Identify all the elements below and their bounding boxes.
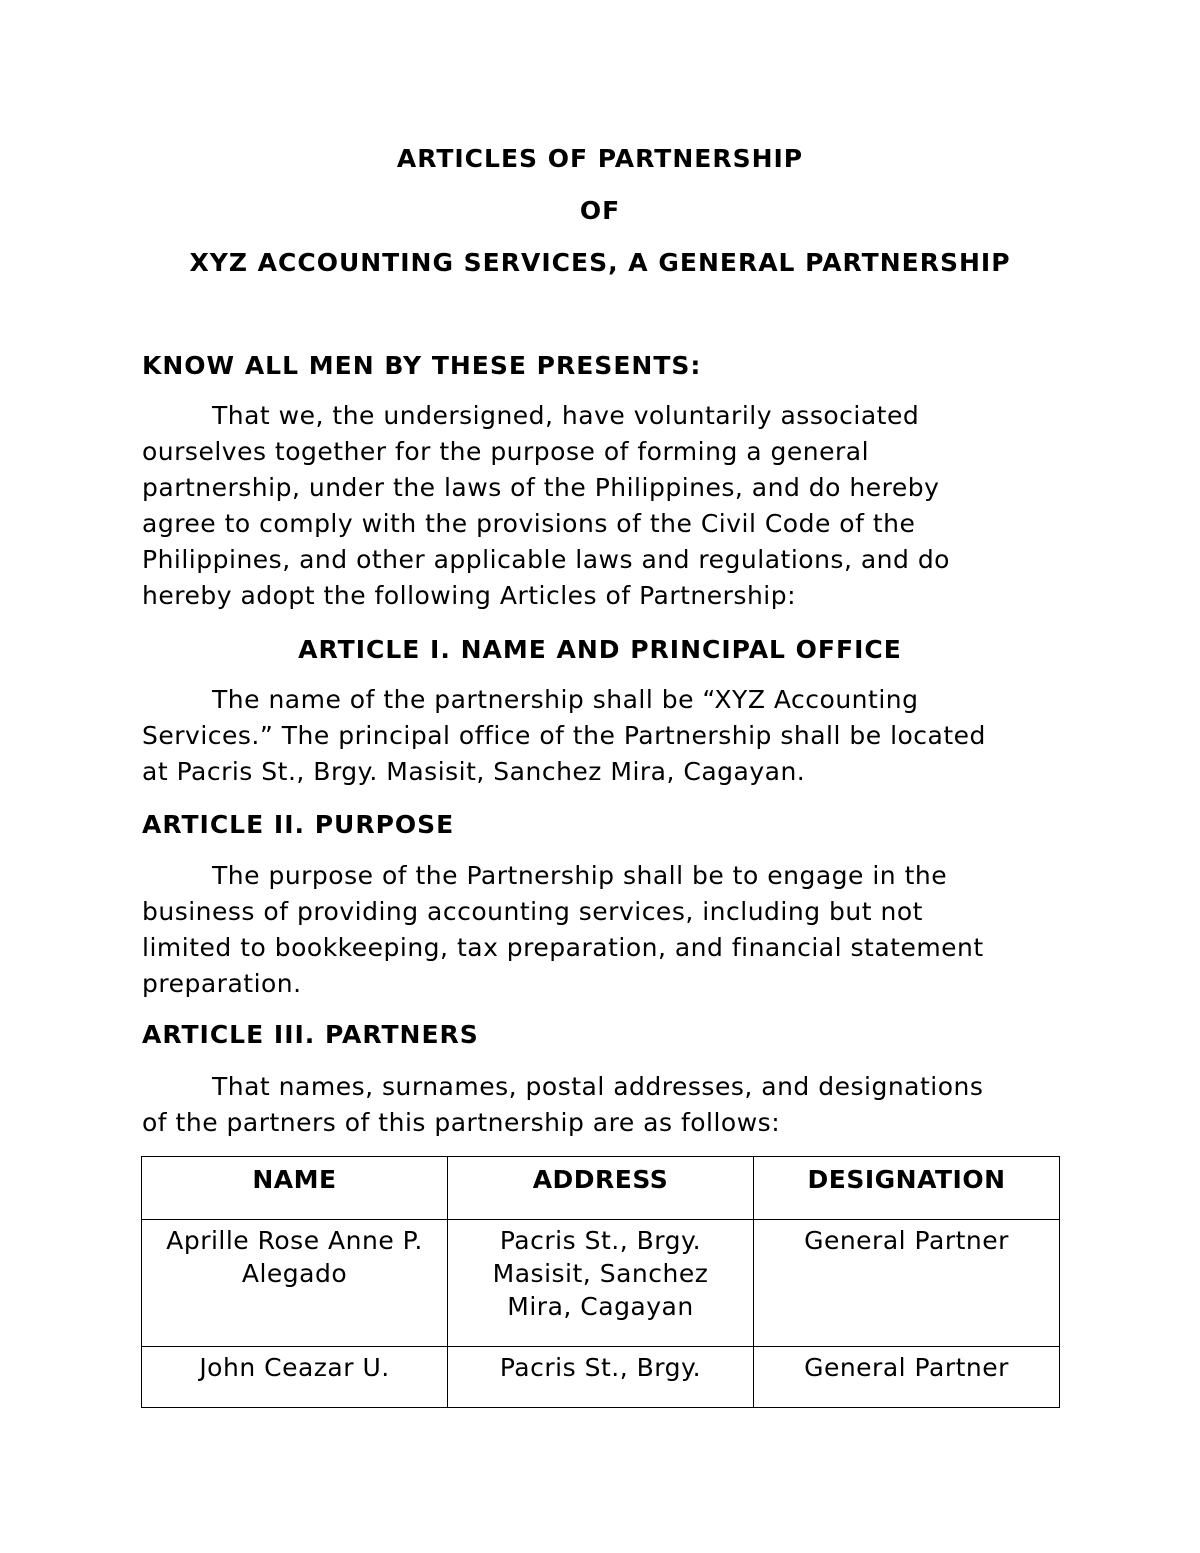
- article2-paragraph: [142, 858, 984, 1002]
- partner-designation: General Partner: [804, 1353, 1009, 1382]
- table-row: [142, 1220, 1060, 1347]
- partner-address-line: Pacris St., Brgy.: [499, 1353, 702, 1382]
- article3-heading: ARTICLE III. PARTNERS: [142, 1020, 479, 1049]
- partner-name-line: John Ceazar U.: [199, 1353, 390, 1382]
- paragraph-line: hereby adopt the following Articles of Partnership:: [142, 581, 797, 610]
- article2-heading: ARTICLE II. PURPOSE: [142, 810, 455, 839]
- partner-designation-cell: [754, 1220, 1060, 1347]
- table-row: [142, 1347, 1060, 1408]
- partner-name-line: Aprille Rose Anne P.: [166, 1226, 423, 1255]
- partner-name-cell: [142, 1220, 448, 1347]
- document-subtitle: XYZ ACCOUNTING SERVICES, A GENERAL PARTNERSHIP: [189, 248, 1011, 277]
- column-header-designation: DESIGNATION: [754, 1157, 1060, 1220]
- paragraph-line: limited to bookkeeping, tax preparation, and financial statement: [142, 933, 984, 962]
- document-title: ARTICLES OF PARTNERSHIP: [396, 144, 804, 173]
- paragraph-line: Services.” The principal office of the Partnership shall be located: [142, 721, 986, 750]
- paragraph-line: The name of the partnership shall be “XYZ Accounting: [212, 685, 919, 714]
- column-header-address: ADDRESS: [448, 1157, 754, 1220]
- article1-heading: ARTICLE I. NAME AND PRINCIPAL OFFICE: [298, 635, 902, 664]
- preamble-paragraph: [142, 398, 950, 614]
- paragraph-line: agree to comply with the provisions of the Civil Code of the: [142, 509, 916, 538]
- partner-designation-cell: [754, 1347, 1060, 1408]
- paragraph-line: preparation.: [142, 969, 302, 998]
- partner-address-line: Masisit, Sanchez: [492, 1259, 709, 1288]
- partner-name-line: Alegado: [241, 1259, 348, 1288]
- paragraph-line: business of providing accounting services, including but not: [142, 897, 923, 926]
- document-title-of: OF: [579, 196, 621, 225]
- partner-address-cell: [448, 1347, 754, 1408]
- paragraph-line: of the partners of this partnership are as follows:: [142, 1108, 781, 1137]
- partners-table: [141, 1156, 1060, 1408]
- partner-designation: General Partner: [804, 1226, 1009, 1255]
- paragraph-line: ourselves together for the purpose of forming a general: [142, 437, 870, 466]
- paragraph-line: partnership, under the laws of the Philippines, and do hereby: [142, 473, 940, 502]
- preamble-heading: KNOW ALL MEN BY THESE PRESENTS:: [142, 351, 702, 380]
- partner-name-cell: [142, 1347, 448, 1408]
- partner-address-line: Pacris St., Brgy.: [499, 1226, 702, 1255]
- paragraph-line: at Pacris St., Brgy. Masisit, Sanchez Mira, Cagayan.: [142, 757, 806, 786]
- table-header-row: [142, 1157, 1060, 1220]
- column-header-name: NAME: [142, 1157, 448, 1220]
- paragraph-line: That we, the undersigned, have voluntarily associated: [212, 401, 920, 430]
- paragraph-line: That names, surnames, postal addresses, and designations: [212, 1072, 984, 1101]
- paragraph-line: Philippines, and other applicable laws and regulations, and do: [142, 545, 950, 574]
- partner-address-line: Mira, Cagayan: [507, 1292, 694, 1321]
- article1-paragraph: [142, 682, 986, 790]
- paragraph-line: The purpose of the Partnership shall be to engage in the: [212, 861, 948, 890]
- article3-paragraph: [142, 1069, 983, 1141]
- partner-address-cell: [448, 1220, 754, 1347]
